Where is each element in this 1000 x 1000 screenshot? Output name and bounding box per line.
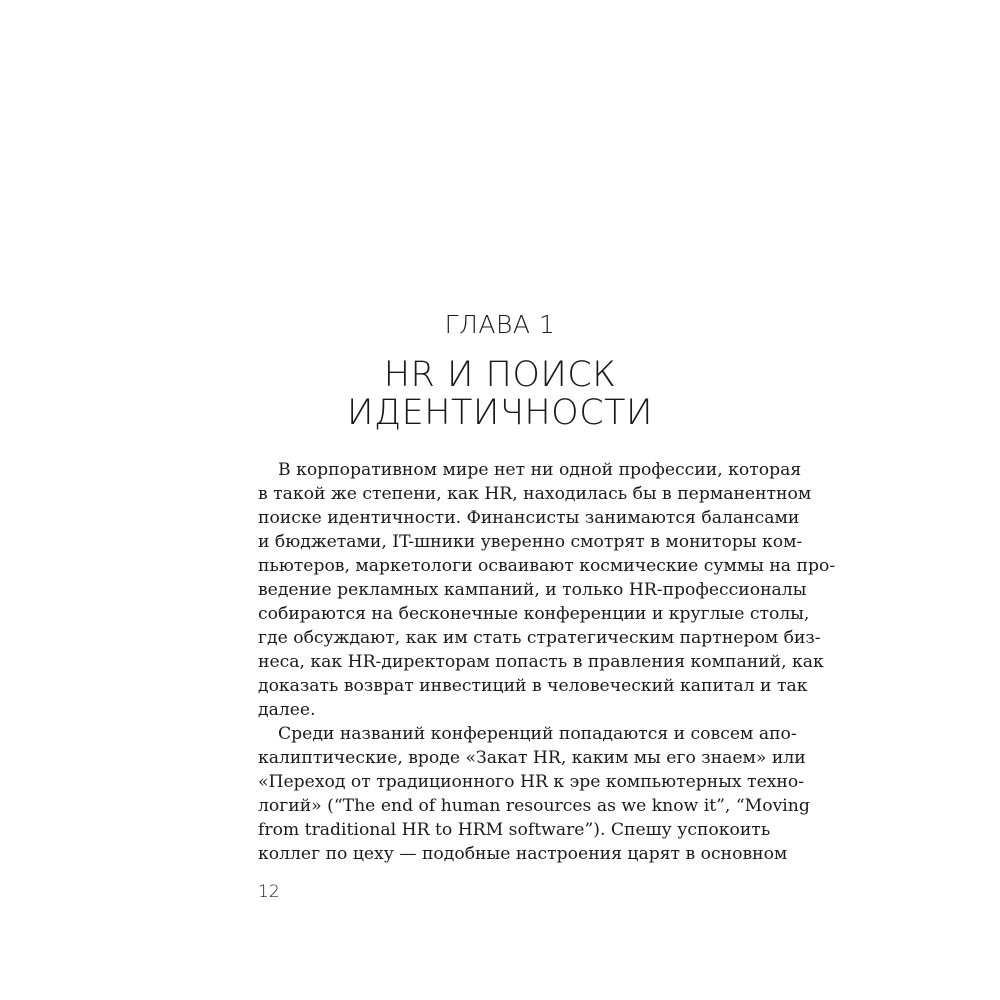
body-text: [258, 458, 836, 866]
page-number: 12: [258, 882, 280, 902]
text-line: собираются на бесконечные конференции и круглые столы,: [258, 604, 810, 624]
text-line: from traditional HR to HRM software”). Спешу успокоить: [258, 820, 771, 840]
text-line: В корпоративном мире нет ни одной профессии, которая: [278, 460, 802, 480]
text-line: пьютеров, маркетологи осваивают космические суммы на про-: [258, 556, 836, 576]
chapter-label: ГЛАВА 1: [444, 310, 556, 339]
text-line: коллег по цеху — подобные настроения царят в основном: [258, 844, 788, 864]
text-line: далее.: [258, 700, 316, 720]
text-line: и бюджетами, IT-шники уверенно смотрят в мониторы ком-: [258, 532, 803, 552]
chapter-title-line: ИДЕНТИЧНОСТИ: [347, 393, 653, 433]
text-line: доказать возврат инвестиций в человеческий капитал и так: [258, 676, 808, 696]
text-line: неса, как HR-директорам попасть в правления компаний, как: [258, 652, 824, 672]
text-line: логий» (“The end of human resources as we know it”, “Moving: [258, 796, 810, 816]
text-line: поиске идентичности. Финансисты занимаются балансами: [258, 508, 800, 528]
chapter-title-line: HR И ПОИСК: [383, 355, 617, 395]
text-line: где обсуждают, как им стать стратегическим партнером биз-: [258, 628, 821, 648]
text-line: «Переход от традиционного HR к эре компьютерных техно-: [258, 772, 805, 792]
paragraph: [258, 722, 810, 866]
text-line: Среди названий конференций попадаются и совсем апо-: [278, 724, 797, 744]
text-line: в такой же степени, как HR, находилась бы в перманентном: [258, 484, 812, 504]
text-line: ведение рекламных кампаний, и только HR-профессионалы: [258, 580, 807, 600]
paragraph: [258, 458, 836, 722]
text-line: калиптические, вроде «Закат HR, каким мы его знаем» или: [258, 748, 806, 768]
chapter-title: [0, 356, 1000, 432]
